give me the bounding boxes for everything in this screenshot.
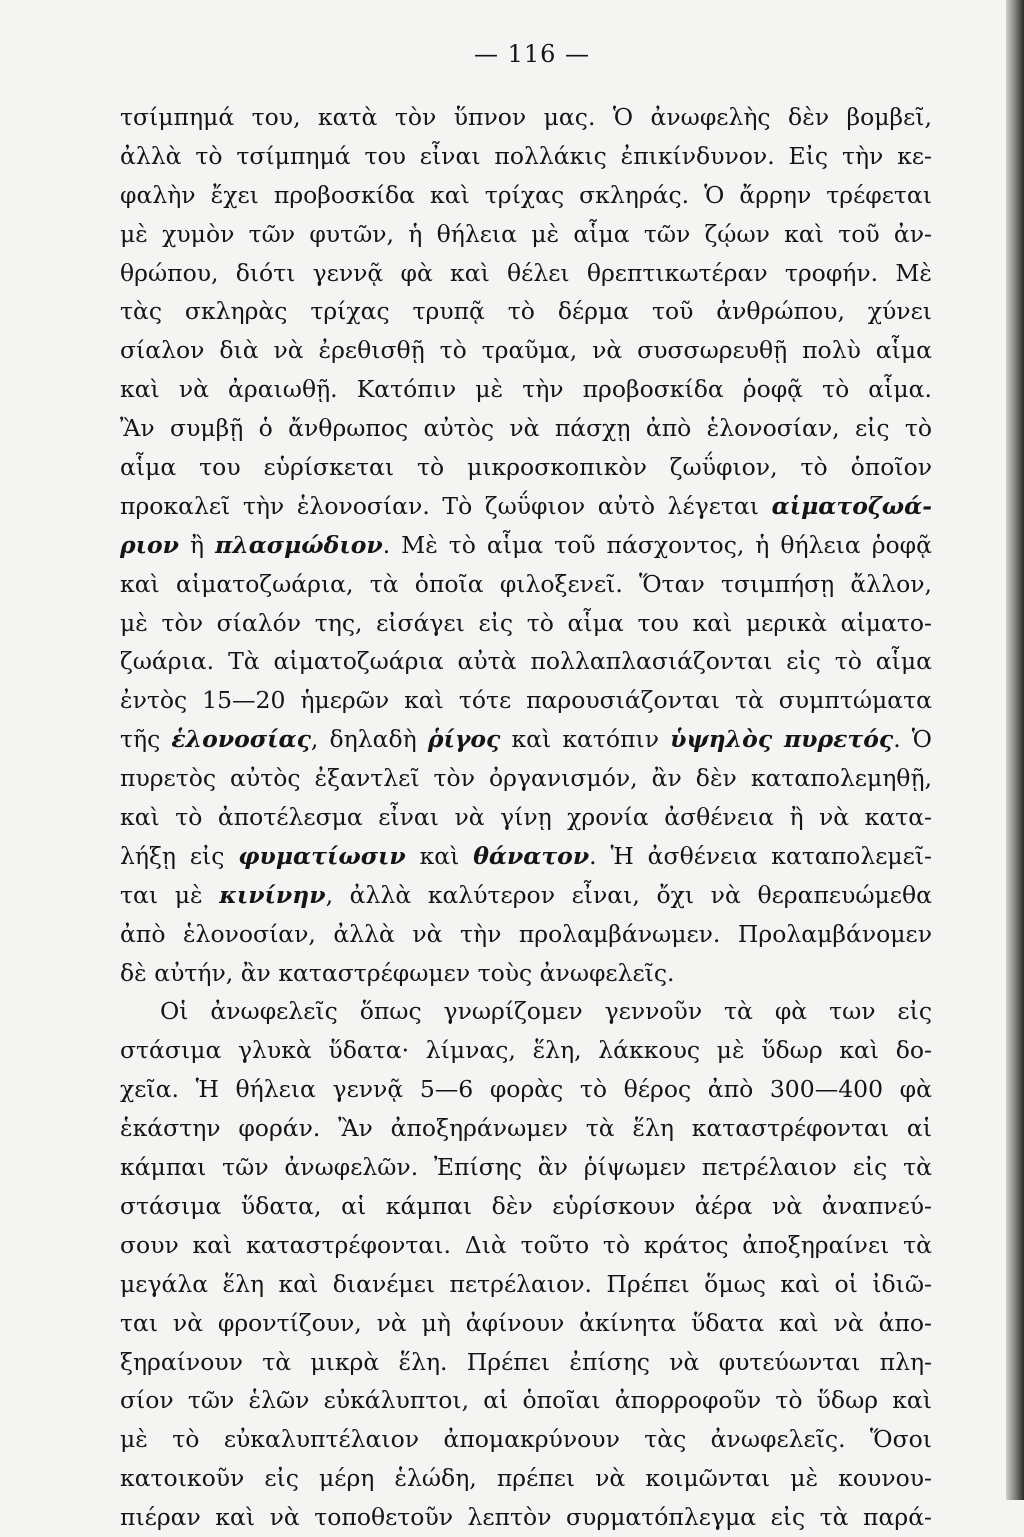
emphasized-term: ἑλονοσίας xyxy=(171,725,311,754)
text-segment: ἀλλὰ τὸ τσίμπημά του εἶναι πολλάκις ἐπικίνδυνον. Εἰς τὴν κε- xyxy=(120,141,932,170)
text-line xyxy=(120,1498,932,1537)
text-line xyxy=(120,1070,932,1109)
text-segment: . Ὁ xyxy=(893,725,932,754)
text-line xyxy=(120,837,932,876)
text-segment: χεῖα. Ἡ θήλεια γεννᾷ 5—6 φορὰς τὸ θέρος ἀπὸ 300—400 φὰ xyxy=(120,1075,932,1104)
text-line xyxy=(120,176,932,215)
text-line xyxy=(120,1343,932,1382)
text-line xyxy=(120,915,932,954)
text-segment: στάσιμα ὕδατα, αἱ κάμπαι δὲν εὑρίσκουν ἀέρα νὰ ἀναπνεύ- xyxy=(120,1191,932,1220)
page-number: — 116 — xyxy=(473,40,591,68)
text-line xyxy=(120,1109,932,1148)
text-line xyxy=(120,331,932,370)
text-segment: θρώπου, διότι γεννᾷ φὰ καὶ θέλει θρεπτικωτέραν τροφήν. Μὲ xyxy=(120,258,932,287)
text-line xyxy=(120,98,932,137)
emphasized-term: θάνατον xyxy=(473,841,590,870)
text-line xyxy=(120,642,932,681)
emphasized-term: πλασμώδιον xyxy=(215,530,383,559)
text-line xyxy=(120,604,932,643)
text-line xyxy=(120,1420,932,1459)
text-line xyxy=(120,448,932,487)
text-line xyxy=(120,1148,932,1187)
text-line xyxy=(120,992,932,1031)
text-line xyxy=(120,1226,932,1265)
emphasized-term: φυματίωσιν xyxy=(238,841,406,870)
text-segment: ἐντὸς 15—20 ἡμερῶν καὶ τότε παρουσιάζονται τὰ συμπτώματα xyxy=(120,686,932,715)
text-segment: μὲ τὸν σίαλόν της, εἰσάγει εἰς τὸ αἷμα του καὶ μερικὰ αἱματο- xyxy=(120,608,932,637)
page-edge xyxy=(1006,0,1024,1500)
text-segment: πιέραν καὶ νὰ τοποθετοῦν λεπτὸν συρματόπλεγμα εἰς τὰ παρά- xyxy=(120,1503,932,1532)
text-line xyxy=(120,1304,932,1343)
text-line xyxy=(120,798,932,837)
text-segment: σίον τῶν ἑλῶν εὐκάλυπτοι, αἱ ὁποῖαι ἀπορροφοῦν τὸ ὕδωρ καὶ xyxy=(120,1386,932,1415)
text-segment: τῆς xyxy=(120,725,172,754)
emphasized-term: ῥίγος xyxy=(427,725,501,754)
text-segment: τὰς σκληρὰς τρίχας τρυπᾷ τὸ δέρμα τοῦ ἀνθρώπου, χύνει xyxy=(120,297,932,326)
text-line xyxy=(120,370,932,409)
emphasized-term: αἱματοζωά- xyxy=(771,491,932,520)
text-line xyxy=(120,1031,932,1070)
text-segment: ἀπὸ ἑλονοσίαν, ἀλλὰ νὰ τὴν προλαμβάνωμεν. Προλαμβάνομεν xyxy=(120,919,932,948)
emphasized-term: ριον xyxy=(120,530,179,559)
text-segment: κατοικοῦν εἰς μέρη ἑλώδη, πρέπει νὰ κοιμῶνται μὲ κουνου- xyxy=(120,1464,932,1493)
text-line xyxy=(120,137,932,176)
emphasized-term: κινίνην xyxy=(219,880,326,909)
text-line xyxy=(120,487,932,526)
text-segment: σίαλον διὰ νὰ ἐρεθισθῇ τὸ τραῦμα, νὰ συσσωρευθῇ πολὺ αἷμα xyxy=(120,336,932,365)
text-segment: κάμπαι τῶν ἀνωφελῶν. Ἐπίσης ἂν ῥίψωμεν πετρέλαιον εἰς τὰ xyxy=(120,1153,932,1182)
text-line xyxy=(120,1187,932,1226)
text-segment: καὶ κατόπιν xyxy=(500,725,671,754)
text-segment: Οἱ ἀνωφελεῖς ὅπως γνωρίζομεν γεννοῦν τὰ φὰ των εἰς xyxy=(160,997,932,1026)
text-line xyxy=(120,565,932,604)
emphasized-term: ὑψηλὸς πυρετός xyxy=(670,725,894,754)
text-segment: Ἂν συμβῇ ὁ ἄνθρωπος αὐτὸς νὰ πάσχῃ ἀπὸ ἑλονοσίαν, εἰς τὸ xyxy=(120,414,932,443)
text-segment: σουν καὶ καταστρέφονται. Διὰ τοῦτο τὸ κράτος ἀποξηραίνει τὰ xyxy=(120,1230,932,1259)
text-line xyxy=(120,759,932,798)
text-segment: φαλὴν ἔχει προβοσκίδα καὶ τρίχας σκληράς. Ὁ ἄρρην τρέφεται xyxy=(120,180,932,209)
text-line xyxy=(120,292,932,331)
text-segment: μὲ τὸ εὐκαλυπτέλαιον ἀπομακρύνουν τὰς ἀνωφελεῖς. Ὅσοι xyxy=(120,1425,932,1454)
text-segment: στάσιμα γλυκὰ ὕδατα· λίμνας, ἕλη, λάκκους μὲ ὕδωρ καὶ δο- xyxy=(120,1036,932,1065)
text-segment: , ἀλλὰ καλύτερον εἶναι, ὄχι νὰ θεραπευώμεθα xyxy=(325,880,932,909)
text-segment: ἢ xyxy=(178,530,216,559)
text-segment: μεγάλα ἕλη καὶ διανέμει πετρέλαιον. Πρέπει ὅμως καὶ οἱ ἰδιῶ- xyxy=(120,1269,932,1298)
text-segment: λήξῃ εἰς xyxy=(120,841,239,870)
text-segment: καὶ νὰ ἀραιωθῇ. Κατόπιν μὲ τὴν προβοσκίδα ῥοφᾷ τὸ αἷμα. xyxy=(120,375,932,404)
text-segment: καὶ αἱματοζωάρια, τὰ ὁποῖα φιλοξενεῖ. Ὅταν τσιμπήσῃ ἄλλον, xyxy=(120,569,932,598)
text-segment: . Μὲ τὸ αἷμα τοῦ πάσχοντος, ἡ θήλεια ῥοφᾷ xyxy=(382,530,932,559)
text-segment: μὲ χυμὸν τῶν φυτῶν, ἡ θήλεια μὲ αἷμα τῶν ζῴων καὶ τοῦ ἀν- xyxy=(120,219,932,248)
text-line xyxy=(120,1265,932,1304)
text-line xyxy=(120,876,932,915)
text-line xyxy=(120,954,932,993)
body-text xyxy=(120,98,932,1537)
text-segment: ξηραίνουν τὰ μικρὰ ἕλη. Πρέπει ἐπίσης νὰ φυτεύωνται πλη- xyxy=(120,1347,932,1376)
text-segment: ἑκάστην φοράν. Ἂν ἀποξηράνωμεν τὰ ἕλη καταστρέφονται αἱ xyxy=(120,1114,932,1143)
text-line xyxy=(120,409,932,448)
text-segment: πυρετὸς αὐτὸς ἐξαντλεῖ τὸν ὀργανισμόν, ἂν δὲν καταπολεμηθῇ, xyxy=(120,764,932,793)
text-segment: . Ἡ ἀσθένεια καταπολεμεῖ- xyxy=(589,841,932,870)
text-line xyxy=(120,526,932,565)
text-segment: καὶ xyxy=(405,841,474,870)
text-line xyxy=(120,681,932,720)
text-segment: προκαλεῖ τὴν ἑλονοσίαν. Τὸ ζωΰφιον αὐτὸ λέγεται xyxy=(120,491,772,520)
text-segment: καὶ τὸ ἀποτέλεσμα εἶναι νὰ γίνῃ χρονία ἀσθένεια ἢ νὰ κατα- xyxy=(120,803,932,832)
text-segment: , δηλαδὴ xyxy=(310,725,428,754)
text-segment: ζωάρια. Τὰ αἱματοζωάρια αὐτὰ πολλαπλασιάζονται εἰς τὸ αἷμα xyxy=(120,647,932,676)
text-line xyxy=(120,215,932,254)
text-segment: δὲ αὐτήν, ἂν καταστρέφωμεν τοὺς ἀνωφελεῖς. xyxy=(120,958,675,987)
text-segment: αἷμα του εὑρίσκεται τὸ μικροσκοπικὸν ζωΰφιον, τὸ ὁποῖον xyxy=(120,453,932,482)
text-line xyxy=(120,720,932,759)
text-line xyxy=(120,1381,932,1420)
text-segment: ται μὲ xyxy=(120,880,220,909)
text-segment: ται νὰ φροντίζουν, νὰ μὴ ἀφίνουν ἀκίνητα ὕδατα καὶ νὰ ἀπο- xyxy=(120,1308,932,1337)
text-line xyxy=(120,1459,932,1498)
text-line xyxy=(120,254,932,293)
text-segment: τσίμπημά του, κατὰ τὸν ὕπνον μας. Ὁ ἀνωφελὴς δὲν βομβεῖ, xyxy=(120,103,932,131)
